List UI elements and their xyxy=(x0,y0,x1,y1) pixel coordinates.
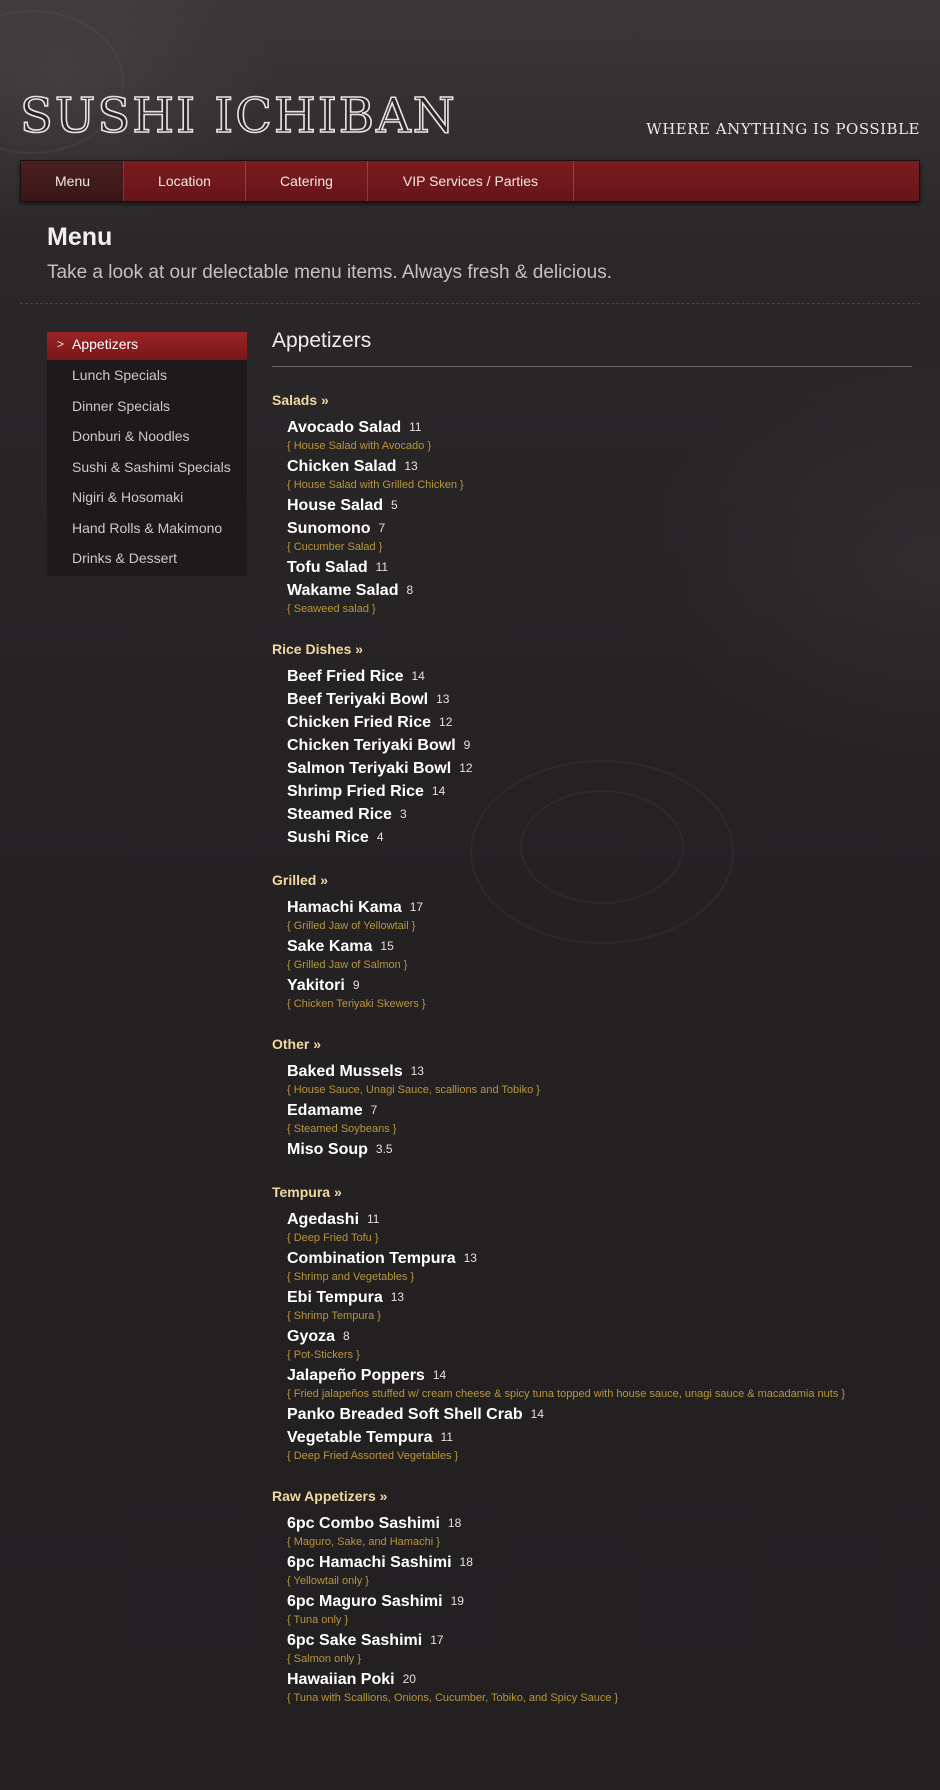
menu-item xyxy=(287,691,912,709)
menu-item-price: 17 xyxy=(430,1633,444,1647)
menu-item-name: Combination Tempura xyxy=(287,1250,456,1267)
category-title-link[interactable]: Other » xyxy=(272,1036,322,1052)
menu-item-price: 12 xyxy=(459,761,473,775)
menu-item xyxy=(287,1102,912,1136)
menu-item xyxy=(287,1141,912,1159)
menu-item-price: 5 xyxy=(391,498,398,512)
menu-item-price: 14 xyxy=(530,1407,544,1421)
menu-item xyxy=(287,783,912,801)
menu-item-price: 18 xyxy=(447,1516,462,1530)
menu-item-list xyxy=(272,1063,912,1159)
menu-item-list xyxy=(272,1515,912,1705)
menu-item-description: { Deep Fried Tofu } xyxy=(287,1232,379,1244)
site-header xyxy=(20,0,920,160)
menu-item-price: 15 xyxy=(380,939,394,953)
menu-item xyxy=(287,760,912,778)
site-logo[interactable]: SUSHI ICHIBAN xyxy=(20,88,457,144)
sidebar-item-lunch-specials[interactable]: Lunch Specials xyxy=(72,367,167,383)
menu-item-description: { Maguro, Sake, and Hamachi } xyxy=(287,1536,440,1548)
menu-item xyxy=(287,1289,912,1323)
menu-item xyxy=(287,1593,912,1627)
menu-item-name: Yakitori xyxy=(287,977,345,994)
menu-item-name: Vegetable Tempura xyxy=(287,1429,433,1446)
menu-item-name: Agedashi xyxy=(287,1211,360,1228)
menu-item-name: Panko Breaded Soft Shell Crab xyxy=(287,1406,523,1423)
caret-right-icon: > xyxy=(57,337,65,351)
sidebar-item-nigiri-hosomaki[interactable]: Nigiri & Hosomaki xyxy=(72,489,184,505)
menu-item-price: 14 xyxy=(411,669,425,683)
menu-item-description: { Cucumber Salad } xyxy=(287,541,383,553)
menu-item xyxy=(287,1406,912,1424)
page-subtitle: Take a look at our delectable menu items. Always fresh & delicious. xyxy=(47,262,613,283)
menu-item xyxy=(287,1671,912,1705)
menu-item-name: 6pc Combo Sashimi xyxy=(287,1515,440,1532)
menu-item-name: 6pc Maguro Sashimi xyxy=(287,1593,443,1610)
menu-item-description: { Tuna with Scallions, Onions, Cucumber, Tobiko, and Spicy Sauce } xyxy=(287,1692,619,1704)
menu-item xyxy=(287,977,912,1011)
menu-content xyxy=(272,326,912,1710)
nav-item-location[interactable]: Location xyxy=(124,161,246,201)
menu-item-name: Gyoza xyxy=(287,1328,336,1345)
menu-item-list xyxy=(272,899,912,1011)
menu-item-price: 17 xyxy=(409,900,424,914)
menu-item xyxy=(287,1632,912,1666)
menu-item-list xyxy=(272,1211,912,1463)
category-title-link[interactable]: Raw Appetizers » xyxy=(272,1488,388,1504)
menu-item-name: Wakame Salad xyxy=(287,582,399,599)
menu-item xyxy=(287,1554,912,1588)
menu-item-name: Chicken Fried Rice xyxy=(287,714,432,731)
menu-item xyxy=(287,520,912,554)
menu-category xyxy=(272,640,912,847)
menu-item-price: 3 xyxy=(399,807,407,821)
menu-item-name: Sunomono xyxy=(287,520,371,537)
menu-item-name: Ebi Tempura xyxy=(287,1289,383,1306)
menu-category xyxy=(272,1183,912,1463)
menu-item-name: Avocado Salad xyxy=(287,419,402,436)
section-title: Appetizers xyxy=(272,326,912,367)
page-title: Menu xyxy=(47,223,113,251)
menu-item-price: 13 xyxy=(463,1251,477,1265)
menu-item xyxy=(287,899,912,933)
menu-item-name: Edamame xyxy=(287,1102,363,1119)
menu-category xyxy=(272,391,912,616)
menu-item-name: 6pc Sake Sashimi xyxy=(287,1632,423,1649)
menu-item xyxy=(287,582,912,616)
menu-item-price: 9 xyxy=(463,738,471,752)
menu-item-description: { House Salad with Grilled Chicken } xyxy=(287,479,464,491)
menu-item-price: 13 xyxy=(390,1290,405,1304)
menu-item xyxy=(287,1429,912,1463)
menu-item xyxy=(287,1063,912,1097)
menu-category xyxy=(272,1035,912,1159)
menu-item-price: 8 xyxy=(343,1329,350,1343)
category-title-link[interactable]: Salads » xyxy=(272,392,329,408)
menu-item xyxy=(287,1515,912,1549)
menu-item-price: 7 xyxy=(378,521,386,535)
menu-item-name: 6pc Hamachi Sashimi xyxy=(287,1554,452,1571)
menu-item-description: { Salmon only } xyxy=(287,1653,361,1665)
menu-item-price: 9 xyxy=(352,978,360,992)
menu-item-list xyxy=(272,419,912,616)
menu-item-name: Sake Kama xyxy=(287,938,373,955)
menu-item xyxy=(287,1211,912,1245)
menu-item-name: Baked Mussels xyxy=(287,1063,403,1080)
menu-item-price: 20 xyxy=(402,1672,416,1686)
sidebar-item-hand-rolls-makimono[interactable]: Hand Rolls & Makimono xyxy=(72,519,223,536)
category-title-link[interactable]: Rice Dishes » xyxy=(272,641,364,657)
menu-item-description: { Grilled Jaw of Yellowtail } xyxy=(287,920,416,932)
menu-item-price: 14 xyxy=(432,1368,447,1382)
category-list xyxy=(272,391,912,1705)
menu-item-name: Steamed Rice xyxy=(287,806,392,823)
nav-item-vip-services[interactable]: VIP Services / Parties xyxy=(368,161,574,201)
menu-item-description: { Tuna only } xyxy=(287,1614,349,1626)
category-title-link[interactable]: Tempura » xyxy=(272,1184,342,1200)
menu-item-description: { Yellowtail only } xyxy=(287,1575,369,1587)
sidebar-item-drinks-dessert[interactable]: Drinks & Dessert xyxy=(72,550,178,566)
menu-item-description: { Grilled Jaw of Salmon } xyxy=(287,959,408,971)
menu-item-name: Hamachi Kama xyxy=(287,899,402,916)
site-tagline: WHERE ANYTHING IS POSSIBLE xyxy=(646,120,920,138)
menu-item xyxy=(287,559,912,577)
menu-item-name: Miso Soup xyxy=(287,1141,368,1158)
menu-sidebar xyxy=(47,332,247,576)
menu-category xyxy=(272,871,912,1011)
menu-item-price: 14 xyxy=(431,784,446,798)
menu-category xyxy=(272,1487,912,1705)
menu-item-price: 13 xyxy=(436,692,450,706)
menu-item xyxy=(287,737,912,755)
menu-item-description: { Chicken Teriyaki Skewers } xyxy=(287,998,426,1010)
menu-item-price: 7 xyxy=(370,1103,378,1117)
menu-item-price: 18 xyxy=(459,1555,473,1569)
menu-item xyxy=(287,714,912,732)
menu-item-price: 4 xyxy=(376,830,384,844)
menu-item xyxy=(287,668,912,686)
menu-item-name: Beef Fried Rice xyxy=(287,668,404,685)
menu-item-description: { Deep Fried Assorted Vegetables } xyxy=(287,1450,459,1462)
sidebar-item-donburi-noodles[interactable]: Donburi & Noodles xyxy=(72,428,190,444)
menu-item-name: Hawaiian Poki xyxy=(287,1671,395,1688)
menu-item-price: 13 xyxy=(404,459,418,473)
menu-item-list xyxy=(272,668,912,847)
menu-item xyxy=(287,497,912,515)
menu-item xyxy=(287,806,912,824)
menu-item xyxy=(287,1328,912,1362)
menu-item-name: Tofu Salad xyxy=(287,559,368,576)
nav-item-catering[interactable]: Catering xyxy=(246,161,368,201)
sidebar-item-sushi-sashimi-specials[interactable]: Sushi & Sashimi Specials xyxy=(72,458,231,475)
menu-item-price: 11 xyxy=(440,1430,453,1444)
menu-item-price: 13 xyxy=(410,1064,424,1078)
page-header xyxy=(47,222,907,285)
menu-item-description: { Pot-Stickers } xyxy=(287,1349,360,1361)
menu-item-description: { Seaweed salad } xyxy=(287,603,376,615)
category-title-link[interactable]: Grilled » xyxy=(272,872,329,888)
menu-item xyxy=(287,458,912,492)
menu-item-price: 11 xyxy=(375,560,389,574)
menu-item-name: Salmon Teriyaki Bowl xyxy=(287,760,452,777)
menu-item-description: { Shrimp Tempura } xyxy=(287,1310,381,1322)
header-divider xyxy=(20,303,920,304)
sidebar-item-label: Appetizers xyxy=(72,336,139,352)
menu-item-description: { House Salad with Avocado } xyxy=(287,440,432,452)
menu-item-description: { House Sauce, Unagi Sauce, scallions and Tobiko } xyxy=(287,1084,540,1096)
menu-item-name: House Salad xyxy=(287,497,384,514)
menu-item-name: Shrimp Fried Rice xyxy=(287,783,424,800)
menu-item xyxy=(287,1367,912,1401)
main-navigation xyxy=(20,160,920,202)
menu-item xyxy=(287,1250,912,1284)
sidebar-item-appetizers[interactable] xyxy=(47,332,247,360)
menu-item-name: Beef Teriyaki Bowl xyxy=(287,691,429,708)
menu-item-name: Chicken Salad xyxy=(287,458,397,475)
menu-item-price: 3.5 xyxy=(375,1142,393,1156)
menu-item-price: 11 xyxy=(367,1212,380,1226)
menu-item xyxy=(287,419,912,453)
sidebar-item-dinner-specials[interactable]: Dinner Specials xyxy=(72,397,171,414)
menu-item-name: Jalapeño Poppers xyxy=(287,1367,425,1384)
menu-item-description: { Shrimp and Vegetables } xyxy=(287,1271,415,1283)
menu-item-name: Chicken Teriyaki Bowl xyxy=(287,737,456,754)
menu-item xyxy=(287,938,912,972)
menu-item-description: { Steamed Soybeans } xyxy=(287,1123,397,1135)
menu-item xyxy=(287,829,912,847)
nav-item-menu[interactable]: Menu xyxy=(21,161,124,201)
menu-item-name: Sushi Rice xyxy=(287,829,369,846)
menu-item-price: 11 xyxy=(409,420,422,434)
menu-item-price: 19 xyxy=(450,1594,464,1608)
menu-item-price: 8 xyxy=(406,583,414,597)
menu-item-description: { Fried jalapeños stuffed w/ cream cheese & spicy tuna topped with house sauce, unagi sauce & macadamia nuts } xyxy=(287,1388,846,1400)
menu-item-price: 12 xyxy=(439,715,453,729)
